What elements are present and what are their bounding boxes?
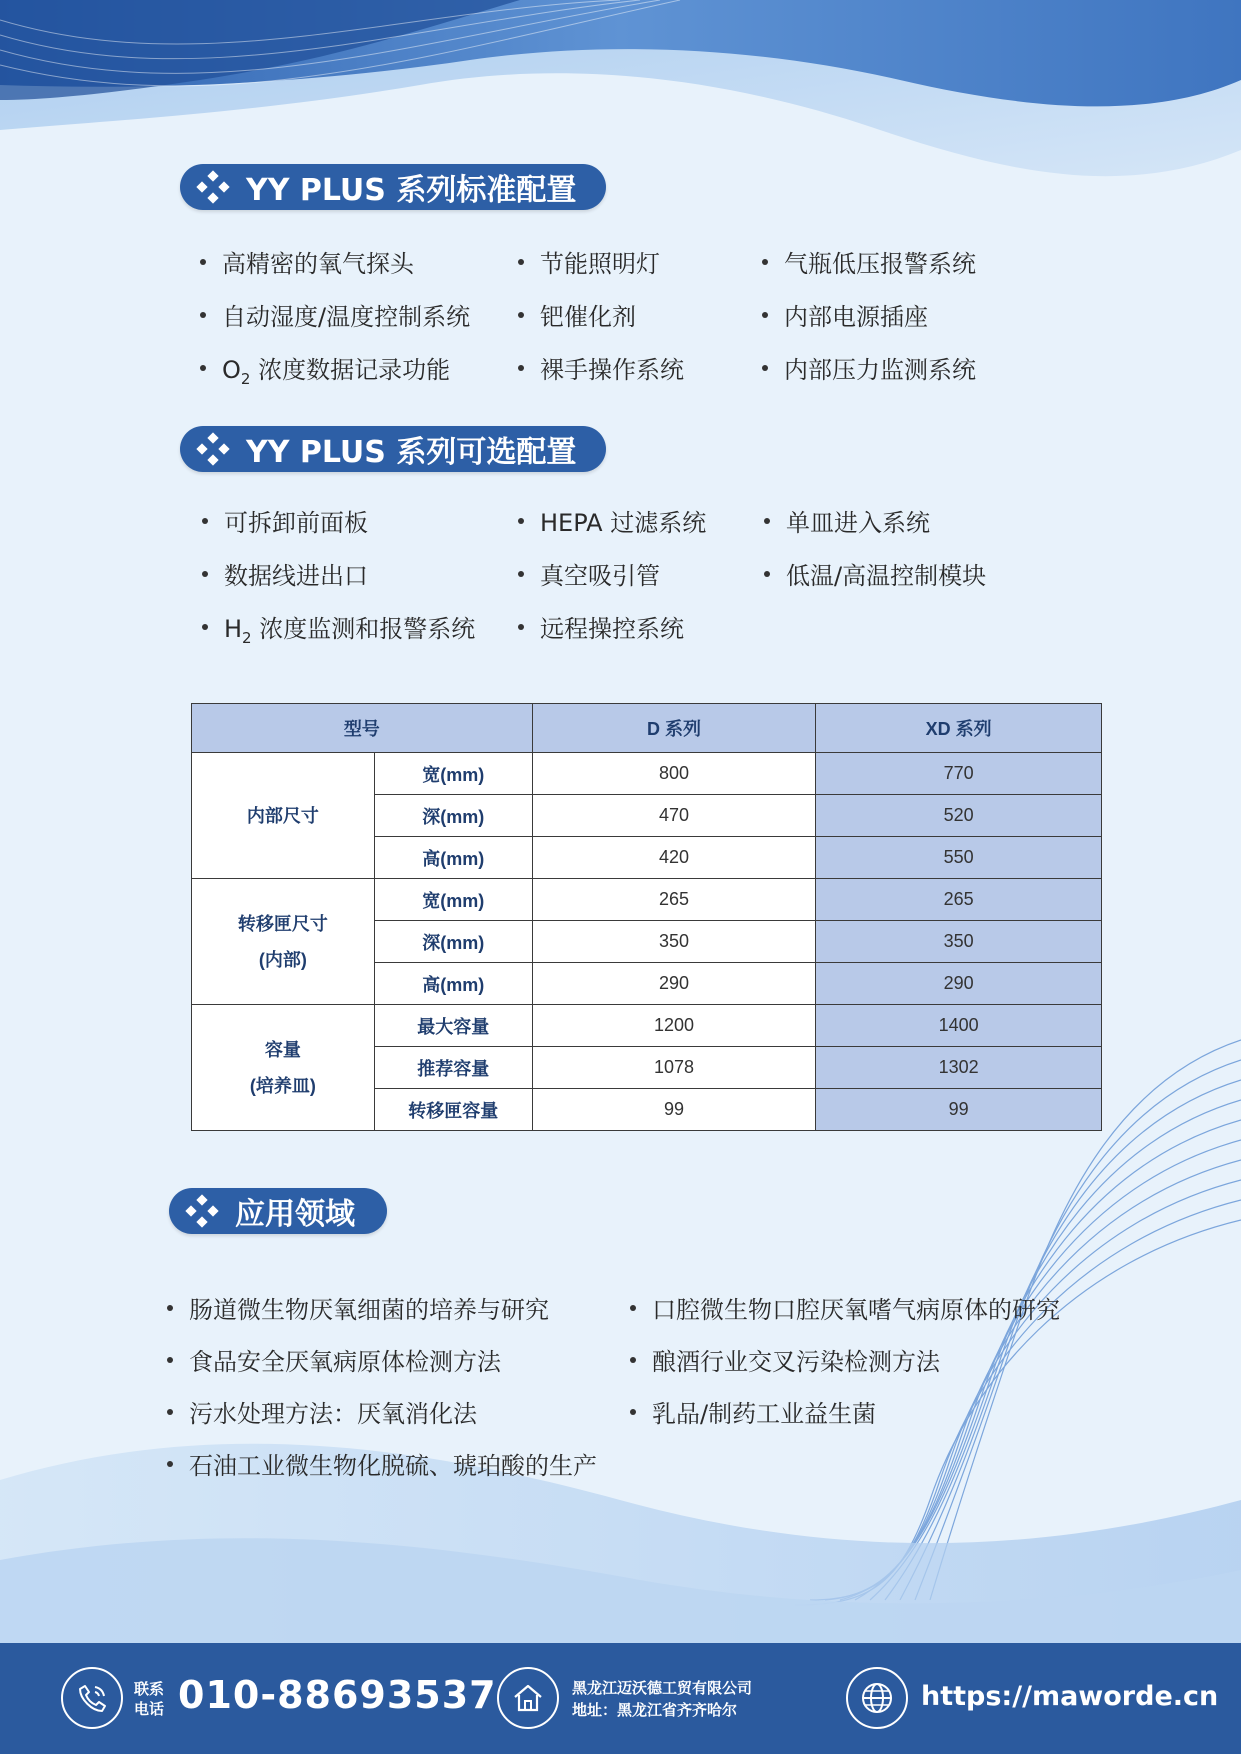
- list-item: 口腔微生物口腔厌氧嗜气病原体的研究: [630, 1290, 1060, 1325]
- list-item: 裸手操作系统: [518, 350, 684, 385]
- row-label: 深(mm): [374, 921, 532, 963]
- website-link[interactable]: https://mawordе.cn: [921, 1681, 1219, 1712]
- list-item: $H_2$ 浓度监测和报警系统: [202, 609, 475, 647]
- d-value: 470: [532, 795, 816, 837]
- d-value: 800: [532, 753, 816, 795]
- group-cell: [192, 879, 375, 1005]
- list-item: 真空吸引管: [518, 556, 660, 591]
- table-row: [192, 879, 1102, 921]
- section-title-text: 应用领域: [235, 1197, 355, 1232]
- list-item: 食品安全厌氧病原体检测方法: [167, 1342, 501, 1377]
- list-item: 内部压力监测系统: [762, 350, 976, 385]
- list-item: 节能照明灯: [518, 244, 660, 279]
- group-name: 内部尺寸: [246, 805, 319, 826]
- list-item: 可拆卸前面板: [202, 503, 368, 538]
- xd-value: 1302: [816, 1047, 1102, 1089]
- diamond-grid-icon: [185, 1194, 219, 1228]
- company-address: [572, 1677, 752, 1721]
- list-item: HEPA 过滤系统: [518, 503, 706, 538]
- list-item: 钯催化剂: [518, 297, 636, 332]
- header-d-series: D 系列: [532, 704, 816, 753]
- d-value: 420: [532, 837, 816, 879]
- group-name: 转移匣尺寸: [237, 913, 328, 934]
- xd-value: 520: [816, 795, 1102, 837]
- footer-bar: [0, 1643, 1241, 1754]
- header-model: 型号: [192, 704, 533, 753]
- xd-value: 350: [816, 921, 1102, 963]
- list-item: 自动湿度/温度控制系统: [200, 297, 470, 332]
- contact-label: [134, 1679, 164, 1719]
- subscript: 2: [242, 628, 252, 647]
- section-title-application: [169, 1188, 387, 1234]
- list-item: 气瓶低压报警系统: [762, 244, 976, 279]
- row-label: 转移匣容量: [374, 1089, 532, 1131]
- group-cell: [192, 753, 375, 879]
- list-item: 肠道微生物厌氧细菌的培养与研究: [167, 1290, 549, 1325]
- spec-table: [191, 703, 1102, 1131]
- row-label: 高(mm): [374, 963, 532, 1005]
- address-text: 地址：黑龙江省齐齐哈尔: [572, 1701, 738, 1719]
- d-value: 1078: [532, 1047, 816, 1089]
- diamond-grid-icon: [196, 170, 230, 204]
- phone-icon: [76, 1682, 108, 1714]
- diamond-grid-icon: [196, 432, 230, 466]
- row-label: 深(mm): [374, 795, 532, 837]
- xd-value: 99: [816, 1089, 1102, 1131]
- group-cell: [192, 1005, 375, 1131]
- group-name: 容量: [264, 1039, 301, 1060]
- section-title-optional: [180, 426, 606, 472]
- list-item: 高精密的氧气探头: [200, 244, 414, 279]
- list-item: 数据线进出口: [202, 556, 368, 591]
- section-title-text: YY PLUS 系列标准配置: [246, 173, 577, 208]
- contact-label-line2: 电话: [134, 1700, 165, 1718]
- table-row: [192, 1005, 1102, 1047]
- d-value: 99: [532, 1089, 816, 1131]
- list-item: 低温/高温控制模块: [764, 556, 986, 591]
- home-icon: [511, 1681, 545, 1715]
- row-label: 高(mm): [374, 837, 532, 879]
- list-item: 石油工业微生物化脱硫、琥珀酸的生产: [167, 1446, 597, 1481]
- xd-value: 290: [816, 963, 1102, 1005]
- phone-icon-circle: [61, 1667, 123, 1729]
- list-item: 乳品/制药工业益生菌: [630, 1394, 876, 1429]
- table-header-row: [192, 704, 1102, 753]
- globe-icon-circle: [846, 1667, 908, 1729]
- list-item: 内部电源插座: [762, 297, 928, 332]
- list-item: $O_2$ 浓度数据记录功能: [200, 350, 450, 388]
- section-title-standard: [180, 164, 606, 210]
- header-xd-series: XD 系列: [816, 704, 1102, 753]
- list-item: 单皿进入系统: [764, 503, 930, 538]
- row-label: 推荐容量: [374, 1047, 532, 1089]
- contact-label-line1: 联系: [134, 1680, 165, 1698]
- section-title-text: YY PLUS 系列可选配置: [246, 435, 577, 470]
- list-item: 远程操控系统: [518, 609, 684, 644]
- xd-value: 550: [816, 837, 1102, 879]
- row-label: 宽(mm): [374, 879, 532, 921]
- xd-value: 1400: [816, 1005, 1102, 1047]
- globe-icon: [859, 1680, 895, 1716]
- d-value: 265: [532, 879, 816, 921]
- d-value: 290: [532, 963, 816, 1005]
- row-label: 最大容量: [374, 1005, 532, 1047]
- row-label: 宽(mm): [374, 753, 532, 795]
- table-row: [192, 753, 1102, 795]
- group-name-sub: (培养皿): [249, 1075, 316, 1096]
- d-value: 1200: [532, 1005, 816, 1047]
- xd-value: 770: [816, 753, 1102, 795]
- group-name-sub: (内部): [258, 949, 307, 970]
- d-value: 350: [532, 921, 816, 963]
- subscript: 2: [240, 369, 251, 388]
- home-icon-circle: [497, 1667, 559, 1729]
- list-item: 酿酒行业交叉污染检测方法: [630, 1342, 940, 1377]
- company-name: 黑龙江迈沃德工贸有限公司: [572, 1679, 753, 1697]
- list-item: 污水处理方法：厌氧消化法: [167, 1394, 477, 1429]
- xd-value: 265: [816, 879, 1102, 921]
- phone-number[interactable]: 010-88693537: [178, 1673, 497, 1717]
